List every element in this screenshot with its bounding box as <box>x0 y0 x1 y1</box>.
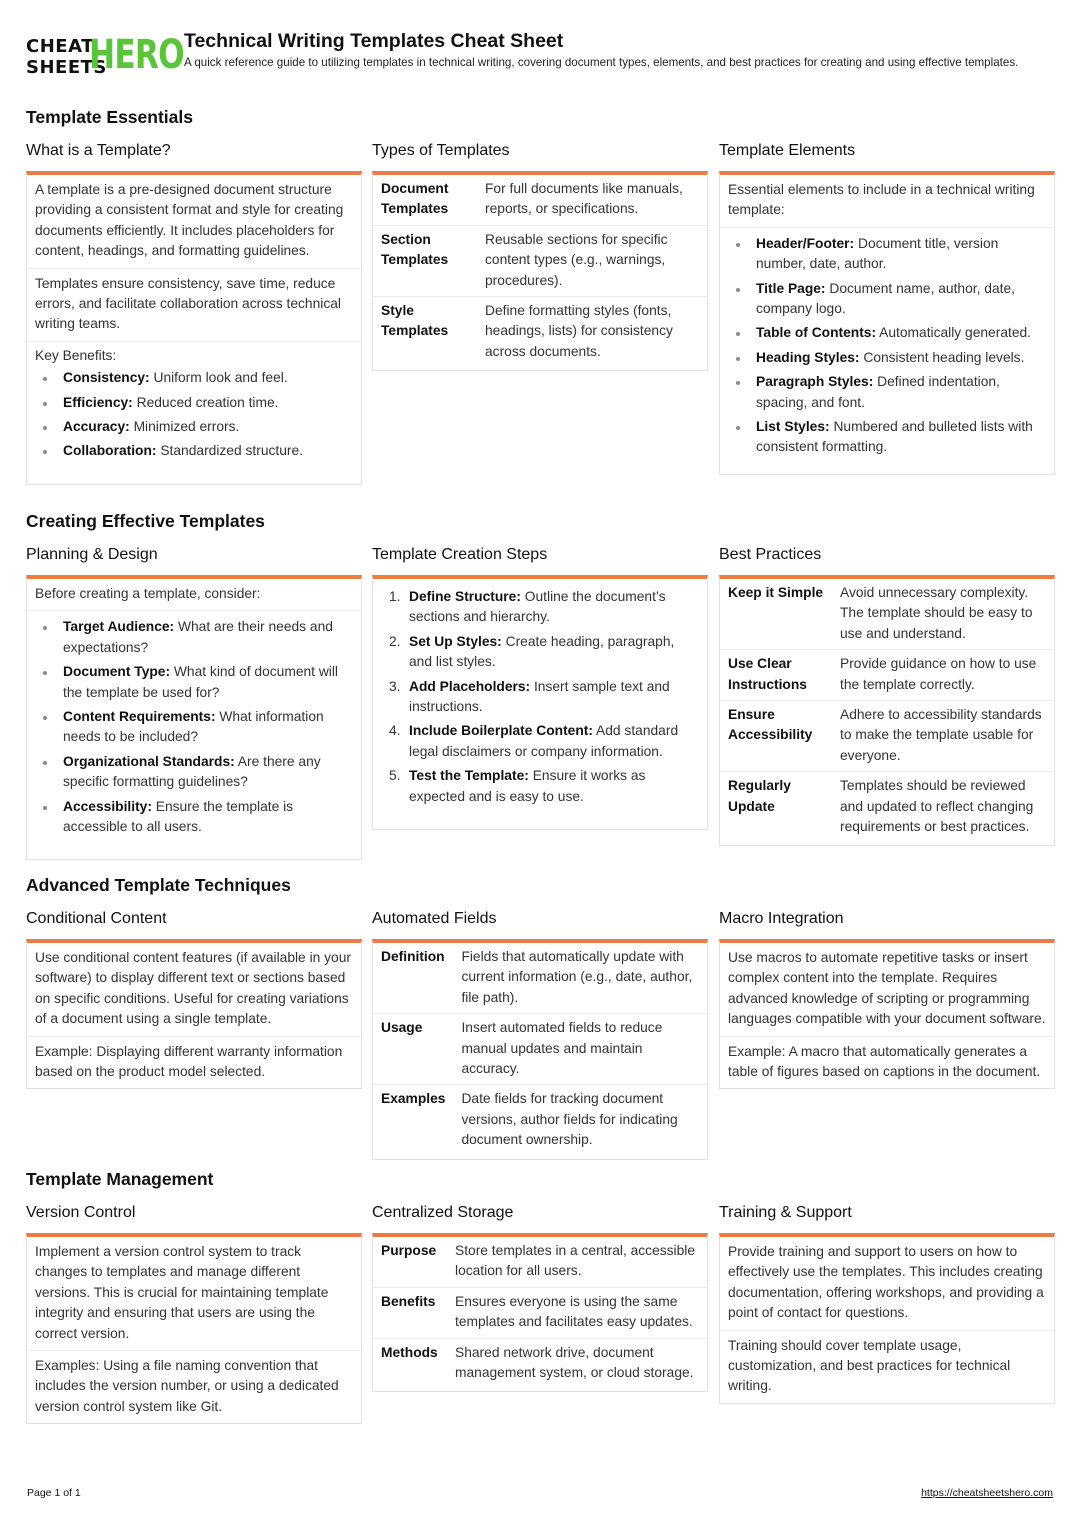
paragraph: Use macros to automate repetitive tasks or insert complex content into the template. Requires advanced knowledge of scripting or programming languages compatible with your document software. <box>720 943 1054 1037</box>
paragraph: A template is a pre-designed document structure providing a consistent format and style for creating documents efficiently. It includes placeholders for content, headings, and formatting guidelines. <box>27 175 361 269</box>
list-item: Heading Styles: Consistent heading levels. <box>756 348 1046 368</box>
block-best-practices <box>719 545 1055 846</box>
section-title-creating: Creating Effective Templates <box>26 511 265 531</box>
benefits-list <box>35 368 353 462</box>
block-title: What is a Template? <box>26 142 171 159</box>
list-item: 3. Add Placeholders: Insert sample text and instructions. <box>389 678 670 715</box>
list-item: Collaboration: Standardized structure. <box>63 441 353 461</box>
list-item: 5. Test the Template: Ensure it works as expected and is easy to use. <box>389 768 646 804</box>
kv-table <box>373 943 707 1159</box>
paragraph: Essential elements to include in a technical writing template: <box>720 175 1054 228</box>
list-item: Document Type: What kind of document will the template be used for? <box>63 662 353 703</box>
list-item: Efficiency: Reduced creation time. <box>63 393 353 413</box>
block-training-support <box>719 1203 1055 1404</box>
block-automated-fields <box>372 909 708 1160</box>
card <box>26 939 362 1089</box>
table-row: Use Clear Instructions Provide guidance on how to use the template correctly. <box>720 650 1054 701</box>
card <box>719 1233 1055 1404</box>
block-title: Automated Fields <box>372 910 497 927</box>
table-row: Examples Date fields for tracking document versions, author fields for indicating document ownership. <box>381 1091 678 1148</box>
block-title: Centralized Storage <box>372 1204 514 1221</box>
elements-block <box>720 228 1054 474</box>
table-row: Definition Fields that automatically update with current information (e.g., date, author, file path). <box>373 943 707 1014</box>
considerations-list <box>35 617 353 837</box>
paragraph: Templates ensure consistency, save time, reduce errors, and facilitate collaboration across technical writing teams. <box>27 269 361 342</box>
paragraph: Use conditional content features (if available in your software) to display different text or sections based on specific conditions. Useful for creating variations of a document using a single template. <box>27 943 361 1037</box>
steps-block <box>373 579 707 829</box>
block-conditional-content <box>26 909 362 1089</box>
list-item: List Styles: Numbered and bulleted lists with consistent formatting. <box>756 417 1046 458</box>
block-what-is-template <box>26 141 362 485</box>
card <box>26 171 362 485</box>
page-subtitle: A quick reference guide to utilizing templates in technical writing, covering document types, elements, and best practices for creating and using effective templates. <box>184 56 1019 69</box>
block-title: Version Control <box>26 1204 136 1221</box>
table-row: Usage Insert automated fields to reduce manual updates and maintain accuracy. <box>373 1014 707 1085</box>
table-row: Ensure Accessibility Adhere to accessibility standards to make the template usable for everyone. <box>720 701 1054 772</box>
section-title-management: Template Management <box>26 1169 214 1189</box>
paragraph: Implement a version control system to track changes to templates and manage different versions. This is crucial for maintaining template integrity and ensuring that users are using the correct version. <box>27 1237 361 1351</box>
paragraph: Provide training and support to users on how to effectively use the templates. This includes creating documentation, offering workshops, and providing a point of contact for questions. <box>720 1237 1054 1331</box>
block-title: Conditional Content <box>26 910 167 927</box>
card <box>372 575 708 830</box>
block-creation-steps <box>372 545 708 830</box>
kv-table <box>373 1237 707 1391</box>
logo[interactable] <box>26 32 184 80</box>
block-planning-design <box>26 545 362 860</box>
paragraph: Training should cover template usage, customization, and best practices for technical writing. <box>728 1337 1011 1394</box>
block-template-elements <box>719 141 1055 475</box>
table-row: Purpose Store templates in a central, accessible location for all users. <box>373 1237 707 1287</box>
table-row: Document Templates For full documents like manuals, reports, or specifications. <box>373 175 707 225</box>
card <box>26 1233 362 1424</box>
block-title: Macro Integration <box>719 910 844 927</box>
card <box>372 939 708 1160</box>
benefits-label: Key Benefits: <box>35 347 117 363</box>
paragraph: Before creating a template, consider: <box>27 579 361 611</box>
footer-link[interactable]: https://cheatsheetshero.com <box>921 1487 1053 1499</box>
list-item: Accessibility: Ensure the template is accessible to all users. <box>63 797 353 838</box>
list-item: Content Requirements: What information needs to be included? <box>63 707 353 748</box>
card <box>719 171 1055 475</box>
card <box>372 171 708 371</box>
block-title: Best Practices <box>719 546 822 563</box>
card <box>719 939 1055 1089</box>
list-item: Paragraph Styles: Defined indentation, spacing, and font. <box>756 372 1046 413</box>
list-item: Organizational Standards: Are there any specific formatting guidelines? <box>63 752 353 793</box>
section-title-advanced: Advanced Template Techniques <box>26 875 291 895</box>
paragraph: Examples: Using a file naming convention that includes the version number, or using a dedicated version control system like Git. <box>35 1358 339 1414</box>
card <box>372 1233 708 1392</box>
table-row: Benefits Ensures everyone is using the same templates and facilitates easy updates. <box>373 1287 707 1338</box>
table-row: Methods Shared network drive, document management system, or cloud storage. <box>381 1344 694 1381</box>
block-macro-integration <box>719 909 1055 1089</box>
elements-list <box>728 234 1046 458</box>
block-title: Planning & Design <box>26 546 158 563</box>
table-row: Section Templates Reusable sections for specific content types (e.g., warnings, procedures). <box>373 225 707 296</box>
kv-table <box>373 175 707 370</box>
block-centralized-storage <box>372 1203 708 1392</box>
list-item: Header/Footer: Document title, version number, date, author. <box>756 234 1046 275</box>
benefits-block <box>27 342 361 484</box>
section-title-essentials: Template Essentials <box>26 107 193 127</box>
page-title: Technical Writing Templates Cheat Sheet <box>184 30 564 52</box>
block-title: Template Elements <box>719 142 856 159</box>
list-item: 2. Set Up Styles: Create heading, paragraph, and list styles. <box>389 633 675 670</box>
block-title: Template Creation Steps <box>372 546 548 563</box>
list-item: Target Audience: What are their needs and expectations? <box>63 617 353 658</box>
considerations-block <box>27 611 361 859</box>
kv-table <box>720 579 1054 845</box>
logo-text-sheets: SHEETS <box>26 57 107 78</box>
table-row: Regularly Update Templates should be reviewed and updated to reflect changing requirements or best practices. <box>728 778 1034 835</box>
list-item: Consistency: Uniform look and feel. <box>63 368 353 388</box>
paragraph: Example: A macro that automatically generates a table of figures based on captions in the document. <box>728 1043 1041 1080</box>
paragraph: Example: Displaying different warranty information based on the product model selected. <box>35 1043 343 1080</box>
block-title: Types of Templates <box>372 142 510 159</box>
card <box>719 575 1055 846</box>
page-number: Page 1 of 1 <box>27 1487 81 1499</box>
list-item: Title Page: Document name, author, date, company logo. <box>756 279 1046 320</box>
list-item: 1. Define Structure: Outline the document’s sections and hierarchy. <box>389 589 666 625</box>
steps-list <box>381 587 699 807</box>
logo-text-cheat: CHEAT <box>26 36 94 57</box>
list-item: Table of Contents: Automatically generated. <box>756 323 1046 343</box>
block-types-of-templates <box>372 141 708 371</box>
table-row: Keep it Simple Avoid unnecessary complexity. The template should be easy to use and understand. <box>720 579 1054 650</box>
logo-text-hero: HERO <box>89 32 184 78</box>
card <box>26 575 362 860</box>
list-item: 4. Include Boilerplate Content: Add standard legal disclaimers or company information. <box>389 723 679 759</box>
list-item: Accuracy: Minimized errors. <box>63 417 353 437</box>
table-row: Style Templates Define formatting styles (fonts, headings, lists) for consistency across documents. <box>381 303 673 359</box>
block-title: Training & Support <box>719 1204 852 1221</box>
block-version-control <box>26 1203 362 1424</box>
